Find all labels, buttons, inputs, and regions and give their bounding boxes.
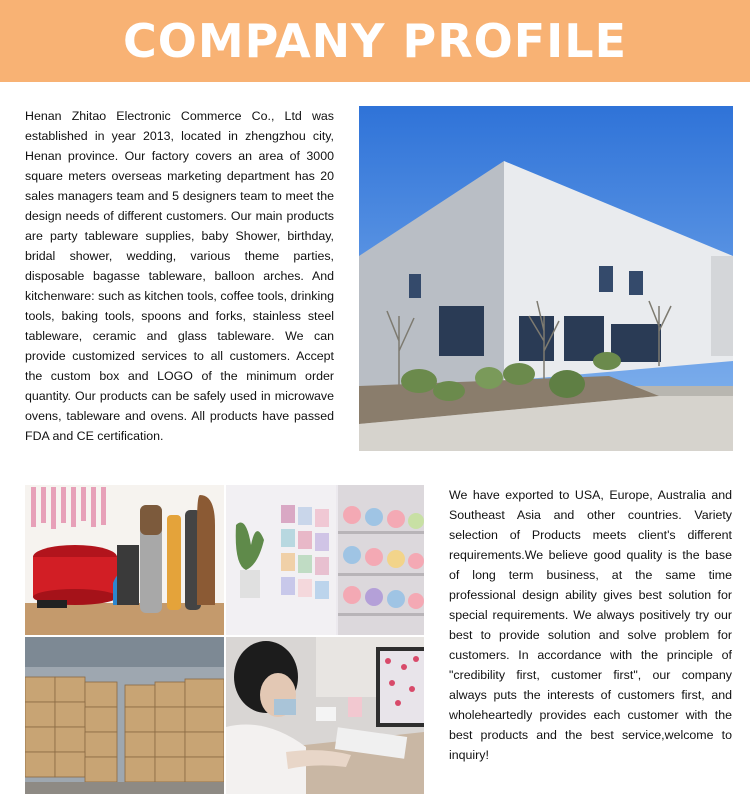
factory-building-photo	[359, 106, 733, 451]
title-banner	[0, 0, 750, 82]
warehouse-photo	[25, 637, 224, 794]
showroom-photo	[226, 485, 424, 635]
company-intro-text: Henan Zhitao Electronic Commerce Co., Ltd was established in year 2013, located in zhengzhou city, Henan province. Our factory covers an area of 3000 square meters overseas marketing department has 20 sales managers team and 5 designers team to meet the design needs of different customers. Our main products are party tableware supplies, baby Shower, birthday, bridal shower, wedding, various theme parties, disposable bagasse tableware, balloon arches. And kitchenware: such as kitchen tools, coffee tools, drinking tools, baking tools, spoons and forks, stainless steel tableware, ceramic and glass tableware. We can provide customized services to all customers. Accept the custom box and LOGO of the minimum order quantity. Our products can be safely used in microwave ovens, tableware and ovens. All products have passed FDA and CE certification.	[25, 109, 334, 443]
kitchen-products-photo	[25, 485, 224, 635]
office-worker-photo	[226, 637, 424, 794]
page-title: COMPANY PROFILE	[122, 14, 628, 68]
export-info-text: We have exported to USA, Europe, Australia and Southeast Asia and other countries. Variety selection of Products meets client's different requirements.We believe good quality is the base of long term business, at the same time professional design ability gives best solution for special requirements. We always positively try our best to provide solution and solve problem for customers. In accordance with the principle of "credibility first, customer first", our company always puts the interests of customers first, and wholeheartedly provides each customer with the best products and the best service,welcome to inquiry!	[449, 488, 732, 762]
